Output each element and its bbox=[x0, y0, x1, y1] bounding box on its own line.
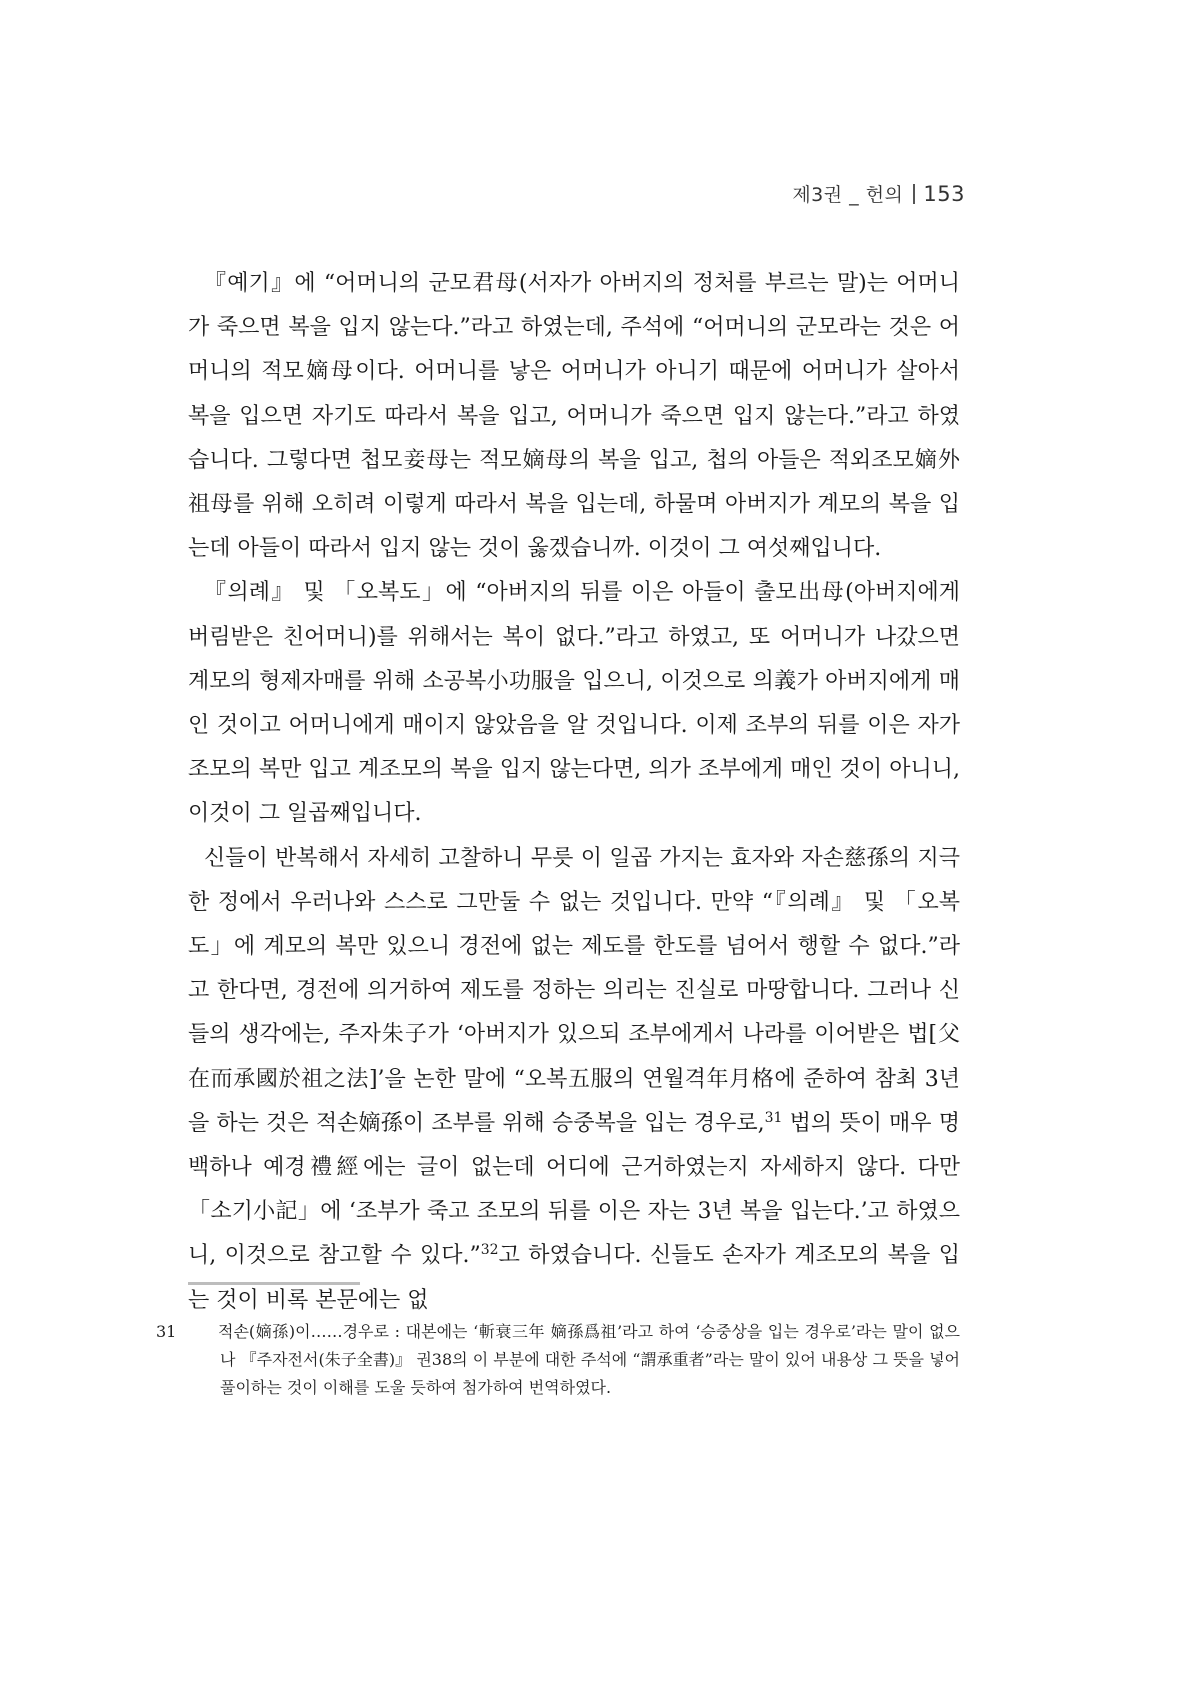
page-number: 153 bbox=[923, 182, 965, 206]
footnote bbox=[156, 1318, 960, 1402]
footnote-number: 31 bbox=[156, 1322, 177, 1341]
footnote-ref-31[interactable]: 31 bbox=[764, 1109, 783, 1126]
paragraph: 『의례』 및 「오복도」에 “아버지의 뒤를 이은 아들이 출모出母(아버지에게 버림받은 친어머니)를 위해서는 복이 없다.”라고 하였고, 또 어머니가 나갔으면 계모의 형제자매를 위해 소공복小功服을 입으니, 이것으로 의義가 아버지에게 매인 것이고 어머니에게 매이지 않았음을 알 것입니다. 이제 조부의 뒤를 이은 자가 조모의 복만 입고 계조모의 복을 입지 않는다면, 의가 조부에게 매인 것이 아니니, 이것이 그 일곱째입니다. bbox=[188, 580, 961, 827]
running-header bbox=[792, 180, 965, 207]
paragraph-text: 고 하였습니다. 신들도 손자가 계조모의 복을 입는 것이 비록 본문에는 없 bbox=[188, 1243, 960, 1313]
footnote-ref-32[interactable]: 32 bbox=[480, 1242, 499, 1259]
header-divider bbox=[913, 184, 915, 204]
paragraph-text: 법의 뜻이 매우 명백하나 예경禮經에는 글이 없는데 어디에 근거하였는지 자세하지 않다. 다만 「소기小記」에 ‘조부가 죽고 조모의 뒤를 이은 자는 3년 복을 입는다.’고 하였으니, 이것으로 참고할 수 있다.” bbox=[188, 1110, 960, 1269]
footnote-text: 적손(嫡孫)이……경우로 : 대본에는 ‘斬衰三年 嫡孫爲祖’라고 하여 ‘승중상을 입는 경우로’라는 말이 없으나 『주자전서(朱子全書)』 권38의 이 부분에 대한 주석에 “謂承重者”라는 말이 있어 내용상 그 뜻을 넣어 풀이하는 것이 이해를 도울 듯하여 첨가하여 번역하였다. bbox=[218, 1322, 960, 1397]
footnote-divider bbox=[188, 1282, 360, 1285]
running-title: 제3권 _ 헌의 bbox=[792, 184, 904, 206]
paragraph-text: 신들이 반복해서 자세히 고찰하니 무릇 이 일곱 가지는 효자와 자손慈孫의 지극한 정에서 우러나와 스스로 그만둘 수 없는 것입니다. 만약 “『의례』 및 「오복도」에 계모의 복만 있으니 경전에 없는 제도를 한도를 넘어서 행할 수 없다.”라고 한다면, 경전에 의거하여 제도를 정하는 의리는 진실로 마땅합니다. 그러나 신들의 생각에는, 주자朱子가 ‘아버지가 있으되 조부에게서 나라를 이어받은 법[父在而承國於祖之法]’을 논한 말에 “오복五服의 연월격年月格에 준하여 참최 3년을 하는 것은 적손嫡孫이 조부를 위해 승중복을 입는 경우로, bbox=[188, 845, 961, 1136]
body-text bbox=[188, 262, 960, 1323]
paragraph: 『예기』에 “어머니의 군모君母(서자가 아버지의 정처를 부르는 말)는 어머니가 죽으면 복을 입지 않는다.”라고 하였는데, 주석에 “어머니의 군모라는 것은 어머니의 적모嫡母이다. 어머니를 낳은 어머니가 아니기 때문에 어머니가 살아서 복을 입으면 자기도 따라서 복을 입고, 어머니가 죽으면 입지 않는다.”라고 하였습니다. 그렇다면 첩모妾母는 적모嫡母의 복을 입고, 첩의 아들은 적외조모嫡外祖母를 위해 오히려 이렇게 따라서 복을 입는데, 하물며 아버지가 계모의 복을 입는데 아들이 따라서 입지 않는 것이 옳겠습니까. 이것이 그 여섯째입니다. bbox=[188, 271, 960, 562]
paragraph bbox=[188, 837, 960, 1323]
